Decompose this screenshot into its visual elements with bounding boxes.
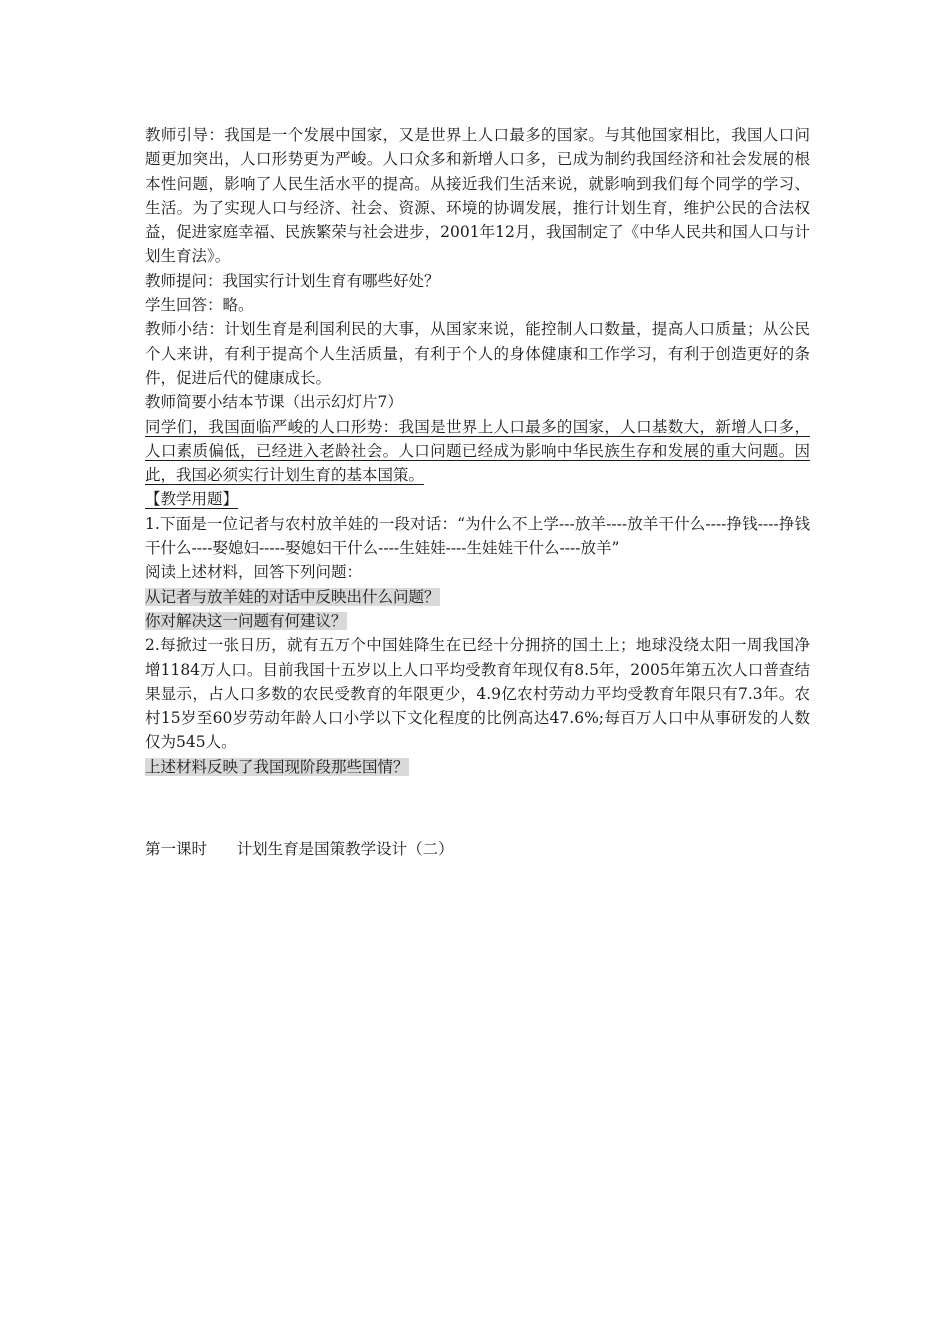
next-lesson-heading bbox=[145, 837, 810, 861]
lesson-summary-intro: 教师简要小结本节课（出示幻灯片7） bbox=[145, 393, 403, 412]
question-1: 1.下面是一位记者与农村放羊娃的一段对话：“为什么不上学---放羊----放羊干什么----挣钱----挣钱干什么----娶媳妇-----娶媳妇干什么----生娃娃----生娃娃干什么----放羊” bbox=[145, 514, 810, 558]
question-2: 2.每掀过一张日历，就有五万个中国娃降生在已经十分拥挤的国土上；地球没绕太阳一周我国净增1184万人口。目前我国十五岁以上人口平均受教育年现仅有8.5年，2005年第五次人口普查结果显示，占人口多数的农民受教育的年限更少，4.9亿农村劳动力平均受教育年限只有7.3年。农村15岁至60岁劳动年龄人口小学以下文化程度的比例高达47.6%;每百万人口中从事研发的人数仅为545人。 bbox=[145, 636, 810, 752]
document-page bbox=[145, 123, 810, 861]
teacher-summary-paragraph: 教师小结：计划生育是利国利民的大事，从国家来说，能控制人口数量，提高人口质量；从公民个人来讲，有利于提高个人生活质量，有利于个人的身体健康和工作学习，有利于创造更好的条件，促进后代的健康成长。 bbox=[145, 320, 810, 387]
lesson-number: 第一课时 bbox=[145, 840, 208, 859]
question-1-subquestion-a: 从记者与放羊娃的对话中反映出什么问题？ bbox=[145, 587, 440, 606]
student-answer: 学生回答：略。 bbox=[145, 296, 254, 315]
teaching-questions-heading: 【教学用题】 bbox=[145, 490, 239, 509]
teacher-guide-paragraph: 教师引导：我国是一个发展中国家，又是世界上人口最多的国家。与其他国家相比，我国人口问题更加突出，人口形势更为严峻。人口众多和新增人口多，已成为制约我国经济和社会发展的根本性问题，影响了人民生活水平的提高。从接近我们生活来说，就影响到我们每个同学的学习、生活。为了实现人口与经济、社会、资源、环境的协调发展，推行计划生育，维护公民的合法权益，促进家庭幸福、民族繁荣与社会进步，2001年12月，我国制定了《中华人民共和国人口与计划生育法》。 bbox=[145, 126, 810, 266]
lesson-title: 计划生育是国策教学设计（二） bbox=[236, 840, 454, 859]
question-2-subquestion: 上述材料反映了我国现阶段那些国情？ bbox=[145, 757, 409, 776]
question-1-intro: 阅读上述材料，回答下列问题： bbox=[145, 563, 363, 582]
teacher-question: 教师提问：我国实行计划生育有哪些好处？ bbox=[145, 271, 440, 290]
question-1-subquestion-b: 你对解决这一问题有何建议？ bbox=[145, 611, 347, 630]
lesson-summary-text: 同学们，我国面临严峻的人口形势：我国是世界上人口最多的国家，人口基数大，新增人口多，人口素质偏低，已经进入老龄社会。人口问题已经成为影响中华民族生存和发展的重大问题。因此，我国必须实行计划生育的基本国策。 bbox=[145, 417, 810, 485]
